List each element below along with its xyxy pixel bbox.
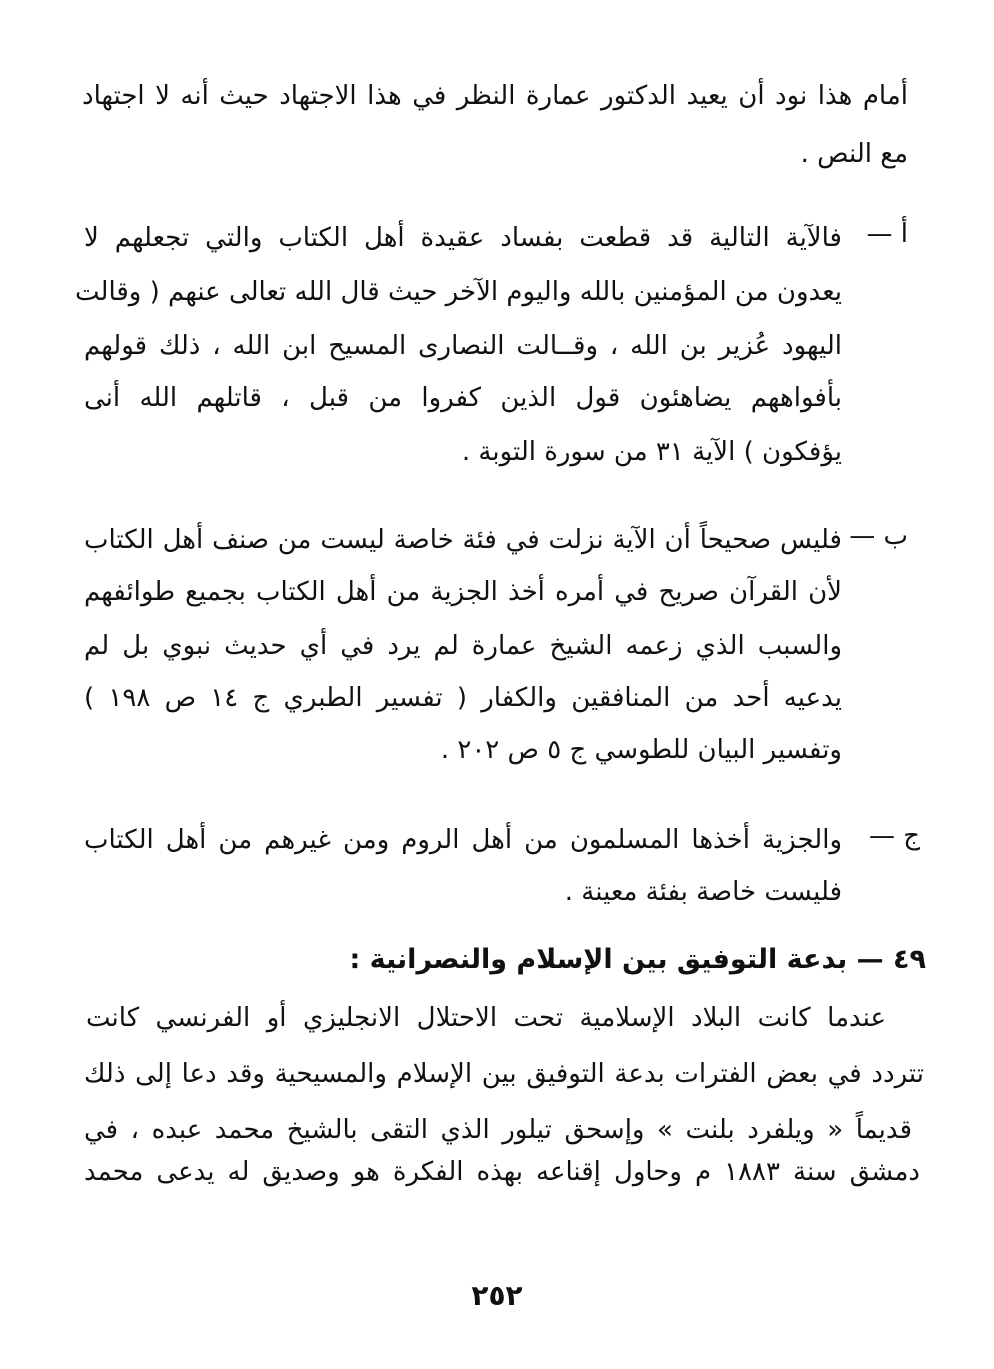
section-heading: ٤٩ — بدعة التوفيق بين الإسلام والنصرانية :: [349, 944, 926, 975]
item-marker: ج —: [868, 821, 920, 851]
item-line: اليهود عُزير بن الله ، وقــالت النصارى المسيح ابن الله ، ذلك قولهم: [84, 331, 842, 361]
item-line: يعدون من المؤمنين بالله واليوم الآخر حيث قال الله تعالى عنهم ( وقالت: [75, 277, 842, 307]
item-marker: ب —: [849, 521, 908, 551]
page-number: ٢٥٢: [471, 1279, 523, 1312]
item-line: فليس صحيحاً أن الآية نزلت في فئة خاصة ليست من صنف أهل الكتاب: [84, 525, 842, 555]
intro-line: أمام هذا نود أن يعيد الدكتور عمارة النظر في هذا الاجتهاد حيث أنه لا اجتهاد: [82, 81, 908, 111]
item-line: يدعيه أحد من المنافقين والكفار ( تفسير الطبري ج ١٤ ص ١٩٨ ): [84, 683, 842, 713]
item-line: بأفواههم يضاهئون قول الذين كفروا من قبل ، قاتلهم الله أنى: [84, 383, 842, 413]
item-line: فليست خاصة بفئة معينة .: [564, 877, 842, 907]
section-line: عندما كانت البلاد الإسلامية تحت الاحتلال الانجليزي أو الفرنسي كانت: [86, 1003, 886, 1033]
item-line: يؤفكون ) الآية ٣١ من سورة التوبة .: [461, 437, 842, 467]
item-line: والجزية أخذها المسلمون من أهل الروم ومن غيرهم من أهل الكتاب: [84, 825, 842, 855]
section-line: دمشق سنة ١٨٨٣ م وحاول إقناعه بهذه الفكرة هو وصديق له يدعى محمد: [84, 1157, 921, 1187]
section-line: قديماً « ويلفرد بلنت » وإسحق تيلور الذي التقى بالشيخ محمد عبده ، في: [84, 1115, 912, 1145]
intro-line: مع النص .: [800, 139, 908, 169]
item-line: لأن القرآن صريح في أمره أخذ الجزية من أهل الكتاب بجميع طوائفهم: [84, 577, 842, 607]
item-marker: أ —: [866, 219, 908, 249]
item-line: فالآية التالية قد قطعت بفساد عقيدة أهل الكتاب والتي تجعلهم لا: [84, 223, 842, 253]
item-line: والسبب الذي زعمه الشيخ عمارة لم يرد في أي حديث نبوي بل لم: [84, 631, 842, 661]
item-line: وتفسير البيان للطوسي ج ٥ ص ٢٠٢ .: [440, 735, 842, 765]
section-line: تتردد في بعض الفترات بدعة التوفيق بين الإسلام والمسيحية وقد دعا إلى ذلك: [84, 1059, 924, 1089]
